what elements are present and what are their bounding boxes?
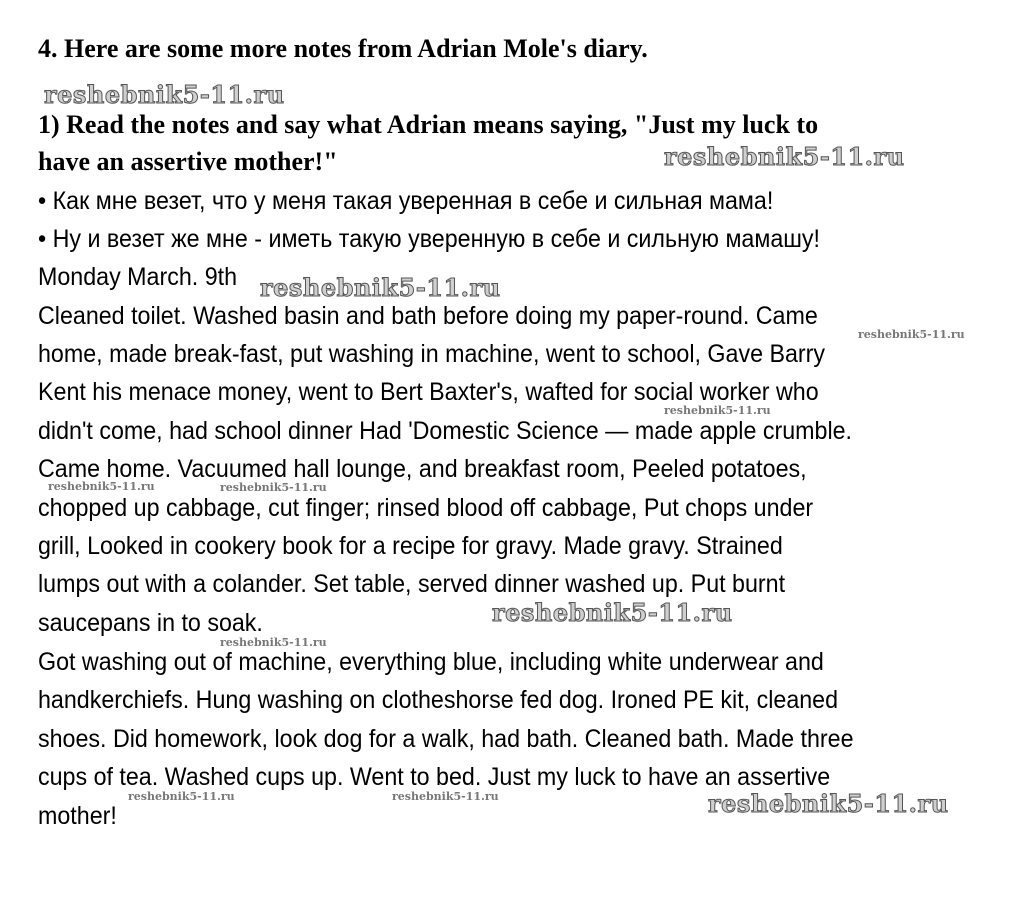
watermark: reshebnik5-11.ru [664, 404, 771, 417]
diary-line: saucepans in to soak. [38, 609, 263, 637]
watermark: reshebnik5-11.ru [220, 636, 327, 649]
diary-line: lumps out with a colander. Set table, served dinner washed up. Put burnt [38, 570, 786, 598]
watermark: reshebnik5-11.ru [128, 790, 235, 803]
watermark: reshebnik5-11.ru [858, 328, 965, 341]
exercise-title: 4. Here are some more notes from Adrian Mole's diary. [38, 34, 648, 63]
watermark: reshebnik5-11.ru [492, 598, 733, 627]
diary-line: grill, Looked in cookery book for a recipe for gravy. Made gravy. Strained [38, 532, 783, 560]
watermark: reshebnik5-11.ru [260, 273, 501, 302]
diary-line: home, made break-fast, put washing in machine, went to school, Gave Barry [38, 340, 826, 368]
diary-date: Monday March. 9th [38, 263, 238, 291]
watermark: reshebnik5-11.ru [220, 481, 327, 494]
diary-line: Got washing out of machine, everything blue, including white underwear and [38, 648, 824, 676]
diary-line: handkerchiefs. Hung washing on clotheshorse fed dog. Ironed PE kit, cleaned [38, 686, 839, 714]
question-line-2: have an assertive mother!" [38, 147, 338, 176]
watermark: reshebnik5-11.ru [44, 80, 285, 109]
watermark: reshebnik5-11.ru [392, 790, 499, 803]
question-line-1: 1) Read the notes and say what Adrian means saying, "Just my luck to [38, 110, 819, 139]
watermark: reshebnik5-11.ru [48, 480, 155, 493]
diary-line: Cleaned toilet. Washed basin and bath before doing my paper-round. Came [38, 302, 818, 330]
diary-line: chopped up cabbage, cut finger; rinsed blood off cabbage, Put chops under [38, 494, 814, 522]
answer-bullet-1: • Как мне везет, что у меня такая уверенная в себе и сильная мама! [38, 187, 774, 215]
diary-line: Kent his menace money, went to Bert Baxter's, wafted for social worker who [38, 378, 819, 406]
diary-line: mother! [38, 802, 117, 830]
watermark: reshebnik5-11.ru [664, 142, 905, 171]
diary-line: cups of tea. Washed cups up. Went to bed. Just my luck to have an assertive [38, 763, 831, 791]
answer-bullet-2: • Ну и везет же мне - иметь такую уверенную в себе и сильную мамашу! [38, 225, 821, 253]
diary-line: shoes. Did homework, look dog for a walk, had bath. Cleaned bath. Made three [38, 725, 854, 753]
diary-line: Came home. Vacuumed hall lounge, and breakfast room, Peeled potatoes, [38, 455, 807, 483]
diary-line: didn't come, had school dinner Had 'Domestic Science — made apple crumble. [38, 417, 853, 445]
watermark: reshebnik5-11.ru [708, 789, 949, 818]
